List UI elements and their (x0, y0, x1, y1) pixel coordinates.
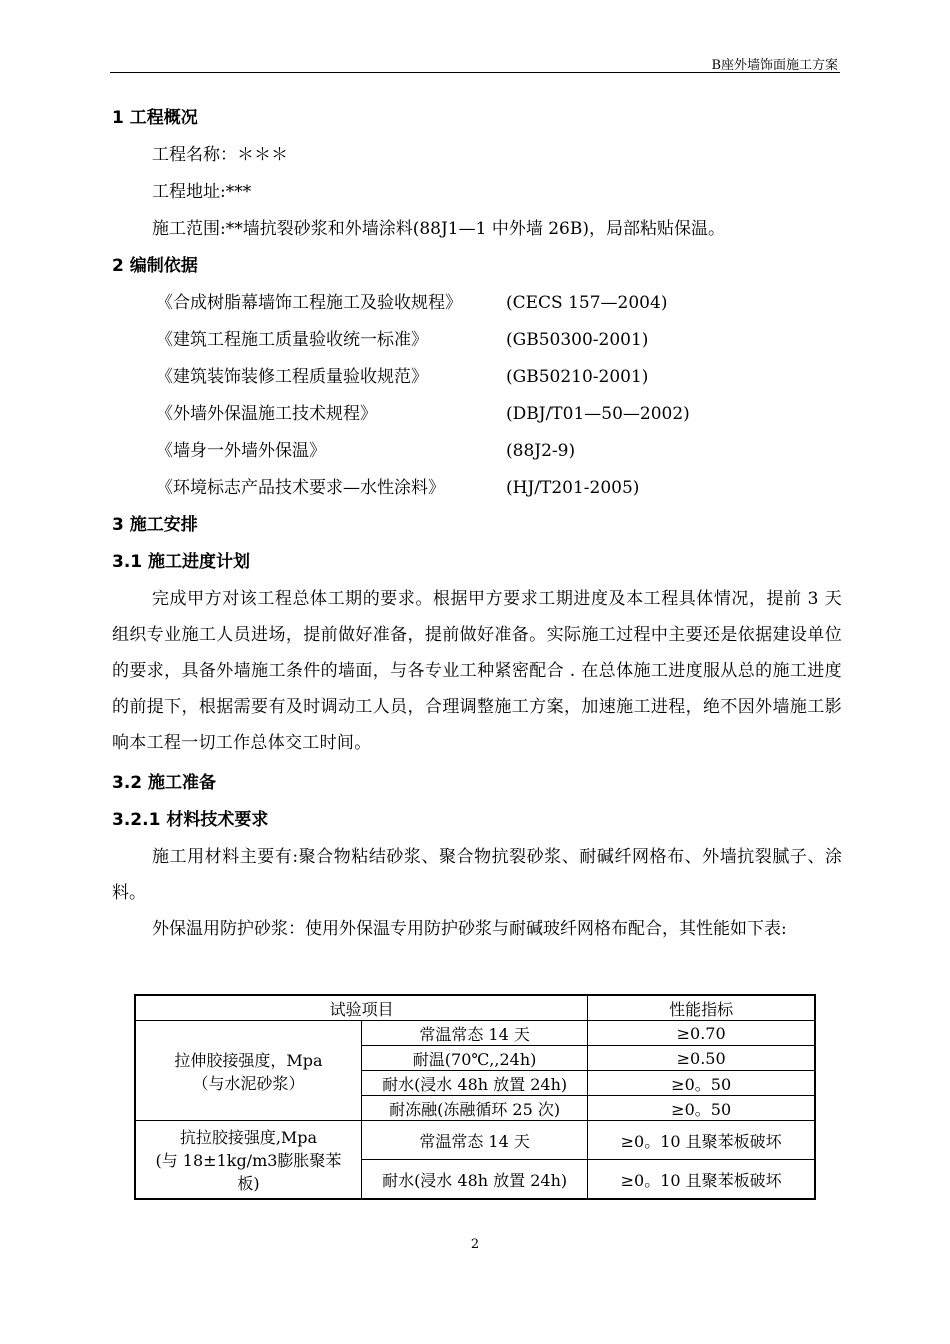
group2-label-cell (135, 1121, 361, 1200)
section-3-heading: 3 施工安排 (112, 515, 198, 535)
mortar-paragraph: 外保温用防护砂浆：使用外保温专用防护砂浆与耐碱玻纤网格布配合，其性能如下表: (152, 919, 787, 939)
reference-title: 《墙身一外墙外保温》 (156, 441, 326, 461)
condition-cell: 耐冻融(冻融循环 25 次) (361, 1096, 587, 1121)
value-cell: ≥0。50 (588, 1096, 815, 1121)
section-2-heading: 2 编制依据 (112, 256, 198, 276)
condition-cell: 常温常态 14 天 (361, 1121, 587, 1160)
schedule-paragraph: 完成甲方对该工程总体工期的要求。根据甲方要求工期进度及本工程具体情况，提前 3 天组织专业施工人员进场，提前做好准备，提前做好准备。实际施工过程中主要还是依据建设单位的要求，具备外墙施工条件的墙面，与各专业工种紧密配合 . 在总体施工进度服从总的施工进度的前提下，根据需要有及时调动工人员，合理调整施工方案，加速施工进程，绝不因外墙施工影响本工程一切工作总体交工时间。 (112, 589, 842, 753)
reference-item (112, 359, 842, 396)
group2-label-line2: (与 18±1kg/m3膨胀聚苯 (155, 1151, 342, 1170)
section-3-2-heading: 3.2 施工准备 (112, 773, 217, 793)
project-scope: 施工范围:**墙抗裂砂浆和外墙涂料(88J1—1 中外墙 26B)，局部粘贴保温。 (152, 219, 726, 239)
header-title: B座外墙饰面施工方案 (711, 58, 838, 73)
group1-label-line1: 拉伸胶接强度，Mpa (174, 1050, 323, 1070)
group2-label-line1: 抗拉胶接强度,Mpa (179, 1128, 318, 1147)
value-cell: ≥0。10 且聚苯板破坏 (588, 1160, 815, 1200)
section-3-2-1-heading: 3.2.1 材料技术要求 (112, 810, 269, 830)
group1-label-line2: （与水泥砂浆） (192, 1073, 305, 1093)
table-row (135, 1121, 815, 1160)
reference-code: (HJ/T201-2005) (506, 478, 640, 498)
page-header (110, 52, 840, 73)
reference-item (112, 322, 842, 359)
table-row (135, 1021, 815, 1046)
reference-item (112, 285, 842, 322)
value-cell: ≥0.70 (588, 1021, 815, 1046)
reference-item (112, 470, 842, 507)
condition-cell: 耐温(70℃,,24h) (361, 1046, 587, 1071)
project-address: 工程地址:*** (152, 182, 252, 202)
group2-label-line3: 板) (237, 1174, 260, 1193)
condition-cell: 常温常态 14 天 (361, 1021, 587, 1046)
reference-title: 《建筑工程施工质量验收统一标准》 (156, 330, 428, 350)
condition-cell: 耐水(浸水 48h 放置 24h) (361, 1160, 587, 1200)
section-1-heading: 1 工程概况 (112, 108, 198, 128)
reference-code: (CECS 157—2004) (506, 293, 668, 313)
value-cell: ≥0。10 且聚苯板破坏 (588, 1121, 815, 1160)
page-number: 2 (470, 1237, 480, 1252)
reference-code: (GB50210-2001) (506, 367, 649, 387)
project-name: 工程名称：＊＊＊ (152, 145, 288, 165)
reference-code: (DBJ/T01—50—2002) (506, 404, 690, 424)
reference-title: 《建筑装饰装修工程质量验收规范》 (156, 367, 428, 387)
reference-code: (GB50300-2001) (506, 330, 649, 350)
section-3-1-heading: 3.1 施工进度计划 (112, 552, 251, 572)
value-cell: ≥0。50 (588, 1071, 815, 1096)
group1-label-cell (135, 1021, 361, 1121)
table-header-row (135, 995, 815, 1021)
reference-title: 《合成树脂幕墙饰工程施工及验收规程》 (156, 293, 462, 313)
reference-title: 《外墙外保温施工技术规程》 (156, 404, 377, 424)
condition-cell: 耐水(浸水 48h 放置 24h) (361, 1071, 587, 1096)
document-body (112, 100, 842, 947)
performance-table (134, 994, 816, 1200)
header-spec-cell: 性能指标 (588, 995, 815, 1021)
reference-title: 《环境标志产品技术要求—水性涂料》 (156, 478, 445, 498)
reference-code: (88J2-9) (506, 441, 576, 461)
reference-item (112, 433, 842, 470)
materials-paragraph: 施工用材料主要有:聚合物粘结砂浆、聚合物抗裂砂浆、耐碱纤网格布、外墙抗裂腻子、涂料。 (112, 847, 842, 903)
header-item-cell: 试验项目 (135, 995, 588, 1021)
value-cell: ≥0.50 (588, 1046, 815, 1071)
reference-item (112, 396, 842, 433)
